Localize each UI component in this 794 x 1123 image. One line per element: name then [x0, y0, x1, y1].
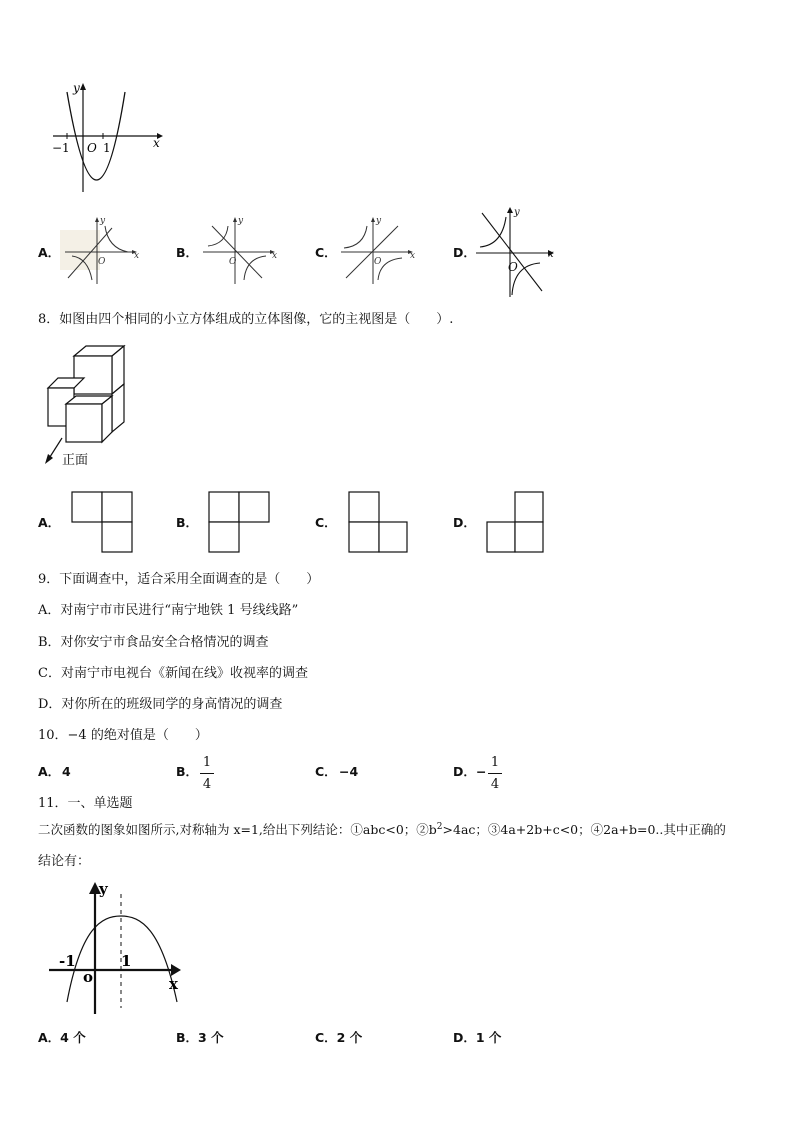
q11-option-a[interactable]: A．4 个 [38, 1030, 86, 1045]
origin-label: o [83, 968, 94, 986]
q8-front-label: 正面 [62, 453, 89, 468]
x-axis-label: x [410, 251, 416, 261]
tick-label-neg1: −1 [52, 141, 70, 155]
x-axis-label: x [169, 975, 178, 993]
q7-main-graph [45, 78, 170, 196]
q8-option-c-figure[interactable] [347, 490, 411, 554]
q8-stem: 8．如图由四个相同的小立方体组成的立体图像，它的主视图是（ ）. [38, 312, 454, 327]
q10-stem: 10．−4 的绝对值是（ ） [38, 728, 208, 743]
q10-option-c-label[interactable]: C． [315, 764, 337, 779]
origin-label: O [229, 257, 237, 267]
origin-label: O [87, 141, 97, 155]
q10-option-a-value[interactable]: 4 [62, 764, 71, 779]
q8-option-b-label[interactable]: B． [176, 515, 199, 530]
q7-option-b-label[interactable]: B． [176, 245, 199, 260]
q10-option-d-sign[interactable]: − [476, 764, 487, 779]
q11-option-b[interactable]: B．3 个 [176, 1030, 224, 1045]
q9-option-b[interactable]: B．对你安宁市食品安全合格情况的调查 [38, 635, 269, 650]
q11-option-d[interactable]: D．1 个 [453, 1030, 502, 1045]
q7-option-d-graph[interactable] [474, 203, 559, 299]
fraction-denominator: 4 [202, 777, 212, 792]
q8-option-d-figure[interactable] [485, 490, 549, 554]
y-axis-label: y [100, 216, 106, 226]
q11-stem-line2: 结论有： [38, 854, 91, 869]
q9-option-d[interactable]: D．对你所在的班级同学的身高情况的调查 [38, 697, 283, 712]
q8-option-d-label[interactable]: D． [453, 515, 476, 530]
q10-option-b-label[interactable]: B． [176, 764, 199, 779]
q7-option-b-graph[interactable] [198, 212, 283, 290]
y-axis-label: y [73, 81, 80, 95]
y-axis-label: y [514, 207, 520, 218]
q7-option-a-label[interactable]: A． [38, 245, 61, 260]
q7-option-c-graph[interactable] [336, 212, 421, 290]
x-axis-label: x [134, 251, 140, 261]
fraction-denominator: 4 [490, 777, 500, 792]
y-axis-label: y [99, 880, 108, 898]
q10-option-d-fraction[interactable] [488, 755, 502, 792]
q8-option-a-label[interactable]: A． [38, 515, 61, 530]
q11-parabola-graph [45, 878, 190, 1018]
x-axis-label: x [272, 251, 278, 261]
q10-option-d-label[interactable]: D． [453, 764, 476, 779]
q7-option-a-graph[interactable] [60, 212, 145, 290]
y-axis-label: y [238, 216, 244, 226]
q10-option-c-value[interactable]: −4 [339, 764, 359, 779]
y-axis-label: y [376, 216, 382, 226]
tick-label-neg1: -1 [59, 952, 76, 970]
q10-option-b-fraction[interactable] [200, 755, 214, 792]
q11-section-heading: 11．一、单选题 [38, 796, 133, 811]
fraction-numerator: 1 [202, 755, 212, 770]
q11-stem-exponent: 2 [436, 822, 443, 832]
q8-option-b-figure[interactable] [207, 490, 271, 554]
q7-option-d-label[interactable]: D． [453, 245, 476, 260]
q8-option-c-label[interactable]: C． [315, 515, 337, 530]
q8-cube-figure [40, 340, 140, 475]
origin-label: O [374, 257, 382, 267]
x-axis-label: x [548, 249, 554, 260]
tick-label-1: 1 [103, 141, 111, 155]
x-axis-label: x [153, 136, 160, 150]
q11-stem [38, 823, 726, 837]
q11-stem-part1: 二次函数的图象如图所示,对称轴为 x=1,给出下列结论：①abc<0；②b [38, 822, 437, 838]
q8-option-a-figure[interactable] [70, 490, 134, 554]
q9-option-a[interactable]: A．对南宁市市民进行“南宁地铁 1 号线线路” [38, 603, 299, 618]
q11-stem-part2: >4ac；③4a+2b+c<0；④2a+b=0..其中正确的 [442, 822, 726, 838]
origin-label: O [98, 257, 106, 267]
fraction-numerator: 1 [490, 755, 500, 770]
q9-stem: 9．下面调查中，适合采用全面调查的是（ ） [38, 572, 320, 587]
q7-option-c-label[interactable]: C． [315, 245, 337, 260]
origin-label: O [508, 260, 518, 274]
q9-option-c[interactable]: C．对南宁市电视台《新闻在线》收视率的调查 [38, 666, 308, 681]
tick-label-1: 1 [121, 952, 132, 970]
q11-option-c[interactable]: C．2 个 [315, 1030, 363, 1045]
q10-option-a-label[interactable]: A． [38, 764, 61, 779]
